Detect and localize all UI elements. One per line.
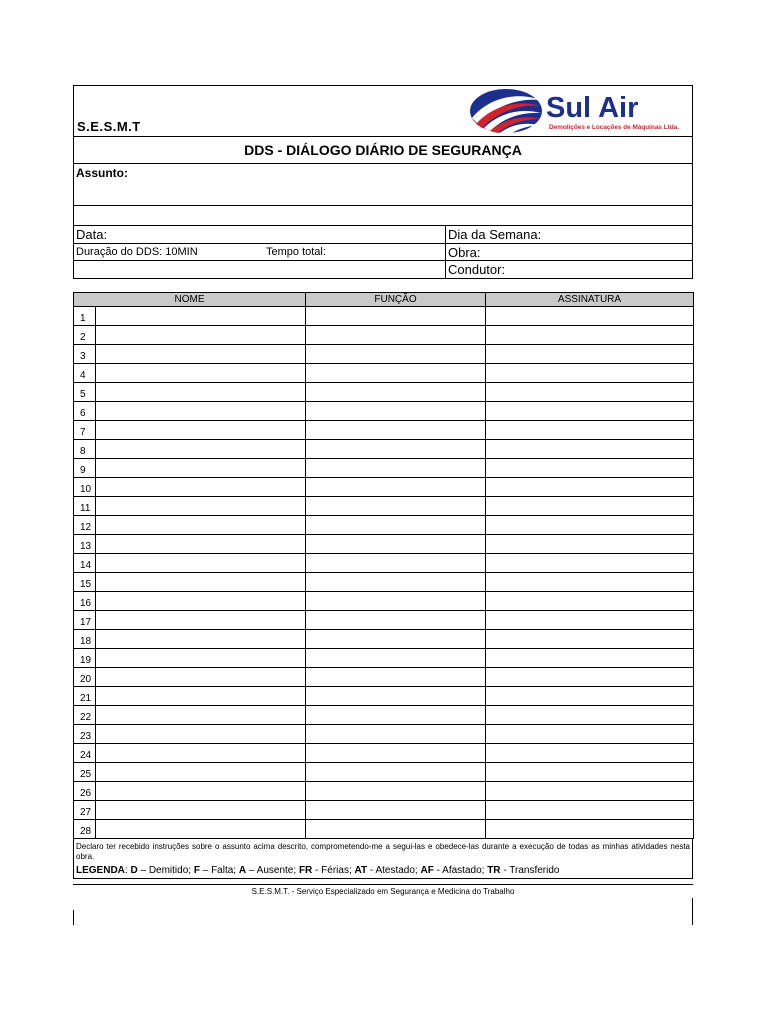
- assinatura-cell[interactable]: [486, 801, 694, 820]
- sesmt-label: S.E.S.M.T: [77, 119, 141, 134]
- assinatura-cell[interactable]: [486, 402, 694, 421]
- data-field[interactable]: Data:: [74, 226, 445, 244]
- row-number: 20: [74, 668, 96, 687]
- duracao-field[interactable]: [74, 244, 445, 261]
- row-number: 1: [74, 307, 96, 326]
- nome-cell[interactable]: [96, 440, 306, 459]
- row-number: 6: [74, 402, 96, 421]
- funcao-cell[interactable]: [306, 535, 486, 554]
- nome-cell[interactable]: [96, 763, 306, 782]
- table-row: [74, 402, 694, 421]
- funcao-cell[interactable]: [306, 459, 486, 478]
- row-number: 22: [74, 706, 96, 725]
- table-row: [74, 535, 694, 554]
- row-number: 12: [74, 516, 96, 535]
- declaration-block: [73, 839, 693, 879]
- legend-code: FR: [298, 865, 313, 876]
- row-number: 3: [74, 345, 96, 364]
- legend-item: [194, 865, 239, 876]
- footer-line: [73, 884, 693, 885]
- nome-cell[interactable]: [96, 573, 306, 592]
- funcao-cell[interactable]: [306, 478, 486, 497]
- assinatura-cell[interactable]: [486, 516, 694, 535]
- condutor-field[interactable]: Condutor:: [445, 261, 692, 278]
- legend-item: [299, 865, 355, 876]
- funcao-cell[interactable]: [306, 421, 486, 440]
- table-row: [74, 592, 694, 611]
- assinatura-cell[interactable]: [486, 706, 694, 725]
- funcao-cell[interactable]: [306, 801, 486, 820]
- assinatura-cell[interactable]: [486, 592, 694, 611]
- nome-cell[interactable]: [96, 744, 306, 763]
- table-row: [74, 706, 694, 725]
- legend-text: - Atestado;: [367, 865, 418, 876]
- row-number: 27: [74, 801, 96, 820]
- nome-cell[interactable]: [96, 592, 306, 611]
- funcao-cell[interactable]: [306, 383, 486, 402]
- nome-cell[interactable]: [96, 668, 306, 687]
- funcao-cell[interactable]: [306, 592, 486, 611]
- assinatura-cell[interactable]: [486, 478, 694, 497]
- funcao-cell[interactable]: [306, 763, 486, 782]
- nome-cell[interactable]: [96, 383, 306, 402]
- logo-name: Sul Air: [546, 92, 639, 124]
- legend-item: [420, 865, 487, 876]
- table-row: [74, 573, 694, 592]
- table-row: [74, 345, 694, 364]
- assinatura-cell[interactable]: [486, 554, 694, 573]
- nome-cell[interactable]: [96, 307, 306, 326]
- nome-cell[interactable]: [96, 478, 306, 497]
- row-number: 19: [74, 649, 96, 668]
- funcao-cell[interactable]: [306, 782, 486, 801]
- logo-tagline: Demolições e Locações de Máquinas Ltda.: [549, 124, 679, 131]
- row-number: 25: [74, 763, 96, 782]
- row-number: 21: [74, 687, 96, 706]
- assinatura-cell[interactable]: [486, 687, 694, 706]
- assunto-field[interactable]: [73, 164, 693, 206]
- assinatura-cell[interactable]: [486, 440, 694, 459]
- table-row: [74, 364, 694, 383]
- table-row: [74, 554, 694, 573]
- table-row: [74, 649, 694, 668]
- obra-field[interactable]: Obra:: [445, 244, 692, 261]
- funcao-cell[interactable]: [306, 440, 486, 459]
- row-number: 26: [74, 782, 96, 801]
- assinatura-cell[interactable]: [486, 345, 694, 364]
- legend-code: TR: [487, 865, 501, 876]
- assinatura-cell[interactable]: [486, 421, 694, 440]
- assinatura-cell[interactable]: [486, 459, 694, 478]
- assinatura-cell[interactable]: [486, 326, 694, 345]
- row-number: 18: [74, 630, 96, 649]
- footer-left-tick: [73, 910, 74, 925]
- form-header: [73, 85, 693, 137]
- funcao-cell[interactable]: [306, 326, 486, 345]
- table-row: [74, 630, 694, 649]
- nome-cell[interactable]: [96, 782, 306, 801]
- row-number: 28: [74, 820, 96, 839]
- info-grid: [73, 225, 693, 279]
- table-row: [74, 687, 694, 706]
- assinatura-cell[interactable]: [486, 649, 694, 668]
- row-number: 14: [74, 554, 96, 573]
- legend: LEGENDA: D – Demitido; F – Falta; A – Ausente; FR - Férias; AT - Atestado; AF - Afastado; TR - Transferido: [76, 865, 560, 876]
- legend-text: - Férias;: [312, 865, 352, 876]
- table-row: [74, 440, 694, 459]
- row-number: 8: [74, 440, 96, 459]
- footer-right-tick: [692, 898, 693, 925]
- assinatura-cell[interactable]: [486, 364, 694, 383]
- row-number: 9: [74, 459, 96, 478]
- table-row: [74, 763, 694, 782]
- legend-text: – Demitido;: [137, 865, 192, 876]
- row-number: 7: [74, 421, 96, 440]
- funcao-cell[interactable]: [306, 364, 486, 383]
- row-number: 4: [74, 364, 96, 383]
- funcao-cell[interactable]: [306, 554, 486, 573]
- legend-text: – Falta;: [199, 865, 237, 876]
- blank-field: [74, 261, 445, 278]
- nome-cell[interactable]: [96, 801, 306, 820]
- legend-label: LEGENDA: [76, 865, 125, 876]
- legend-item: [355, 865, 421, 876]
- footer-text: S.E.S.M.T. - Serviço Especializado em Segurança e Medicina do Trabalho: [251, 887, 515, 896]
- table-body: [74, 307, 694, 839]
- assinatura-cell[interactable]: [486, 820, 694, 839]
- nome-cell[interactable]: [96, 820, 306, 839]
- assinatura-cell[interactable]: [486, 725, 694, 744]
- funcao-cell[interactable]: [306, 706, 486, 725]
- legend-code: AF: [420, 865, 434, 876]
- table-row: [74, 801, 694, 820]
- nome-cell[interactable]: [96, 516, 306, 535]
- table-row: [74, 516, 694, 535]
- funcao-cell[interactable]: [306, 402, 486, 421]
- attendance-table: [73, 292, 694, 839]
- funcao-cell[interactable]: [306, 687, 486, 706]
- col-header-nome: NOME: [74, 293, 306, 307]
- funcao-cell[interactable]: [306, 497, 486, 516]
- assinatura-cell[interactable]: [486, 573, 694, 592]
- funcao-cell[interactable]: [306, 820, 486, 839]
- legend-items: [130, 865, 559, 876]
- nome-cell[interactable]: [96, 611, 306, 630]
- table-row: [74, 307, 694, 326]
- funcao-cell[interactable]: [306, 725, 486, 744]
- legend-item: [487, 865, 559, 876]
- nome-cell[interactable]: [96, 649, 306, 668]
- table-row: [74, 497, 694, 516]
- funcao-cell[interactable]: [306, 649, 486, 668]
- legend-code: D: [130, 865, 138, 876]
- assinatura-cell[interactable]: [486, 782, 694, 801]
- nome-cell[interactable]: [96, 725, 306, 744]
- funcao-cell[interactable]: [306, 573, 486, 592]
- table-row: [74, 744, 694, 763]
- assinatura-cell[interactable]: [486, 611, 694, 630]
- legend-item: [130, 865, 193, 876]
- row-number: 17: [74, 611, 96, 630]
- legend-item: [239, 865, 299, 876]
- row-number: 10: [74, 478, 96, 497]
- table-row: [74, 782, 694, 801]
- table-row: [74, 611, 694, 630]
- legend-code: A: [238, 865, 247, 876]
- nome-cell[interactable]: [96, 459, 306, 478]
- nome-cell[interactable]: [96, 402, 306, 421]
- table-row: [74, 383, 694, 402]
- funcao-cell[interactable]: [306, 516, 486, 535]
- assinatura-cell[interactable]: [486, 383, 694, 402]
- table-row: [74, 820, 694, 839]
- funcao-cell[interactable]: [306, 744, 486, 763]
- page-footer: [73, 884, 693, 926]
- row-number: 23: [74, 725, 96, 744]
- table-row: [74, 326, 694, 345]
- row-number: 15: [74, 573, 96, 592]
- table-row: [74, 725, 694, 744]
- duracao-label: Duração do DDS: 10MIN: [76, 246, 198, 258]
- nome-cell[interactable]: [96, 554, 306, 573]
- nome-cell[interactable]: [96, 630, 306, 649]
- funcao-cell[interactable]: [306, 307, 486, 326]
- nome-cell[interactable]: [96, 497, 306, 516]
- table-row: [74, 478, 694, 497]
- row-number: 24: [74, 744, 96, 763]
- funcao-cell[interactable]: [306, 668, 486, 687]
- nome-cell[interactable]: [96, 326, 306, 345]
- sul-air-logo-icon: [470, 88, 686, 134]
- gap: [73, 279, 693, 292]
- funcao-cell[interactable]: [306, 611, 486, 630]
- legend-text: - Transferido: [500, 865, 560, 876]
- assinatura-cell[interactable]: [486, 744, 694, 763]
- nome-cell[interactable]: [96, 535, 306, 554]
- legend-code: AT: [354, 865, 368, 876]
- declaration-text: Declaro ter recebido instruções sobre o assunto acima descrito, comprometendo-me a segui-las e obedece-las durante a execução de todas as minhas atividades nesta obra.: [76, 842, 690, 861]
- assinatura-cell[interactable]: [486, 668, 694, 687]
- row-number: 11: [74, 497, 96, 516]
- table-row: [74, 421, 694, 440]
- dds-form: [73, 85, 693, 879]
- dia-semana-field[interactable]: Dia da Semana:: [445, 226, 692, 244]
- nome-cell[interactable]: [96, 706, 306, 725]
- row-number: 5: [74, 383, 96, 402]
- nome-cell[interactable]: [96, 364, 306, 383]
- row-number: 13: [74, 535, 96, 554]
- table-header-row: [74, 293, 694, 307]
- table-row: [74, 668, 694, 687]
- col-header-assinatura: ASSINATURA: [486, 293, 694, 307]
- sul-air-logo: [470, 88, 686, 134]
- nome-cell[interactable]: [96, 421, 306, 440]
- col-header-funcao: FUNÇÃO: [306, 293, 486, 307]
- form-title: DDS - DIÁLOGO DIÁRIO DE SEGURANÇA: [73, 137, 693, 164]
- table-row: [74, 459, 694, 478]
- assinatura-cell[interactable]: [486, 307, 694, 326]
- assunto-label: Assunto:: [76, 166, 128, 180]
- assinatura-cell[interactable]: [486, 630, 694, 649]
- assinatura-cell[interactable]: [486, 497, 694, 516]
- legend-code: F: [193, 865, 200, 876]
- assinatura-cell[interactable]: [486, 535, 694, 554]
- nome-cell[interactable]: [96, 345, 306, 364]
- row-number: 16: [74, 592, 96, 611]
- legend-text: - Afastado;: [433, 865, 485, 876]
- assinatura-cell[interactable]: [486, 763, 694, 782]
- nome-cell[interactable]: [96, 687, 306, 706]
- legend-text: – Ausente;: [246, 865, 297, 876]
- funcao-cell[interactable]: [306, 345, 486, 364]
- spacer-row: [73, 206, 693, 225]
- funcao-cell[interactable]: [306, 630, 486, 649]
- tempo-total-label: Tempo total:: [266, 246, 326, 258]
- row-number: 2: [74, 326, 96, 345]
